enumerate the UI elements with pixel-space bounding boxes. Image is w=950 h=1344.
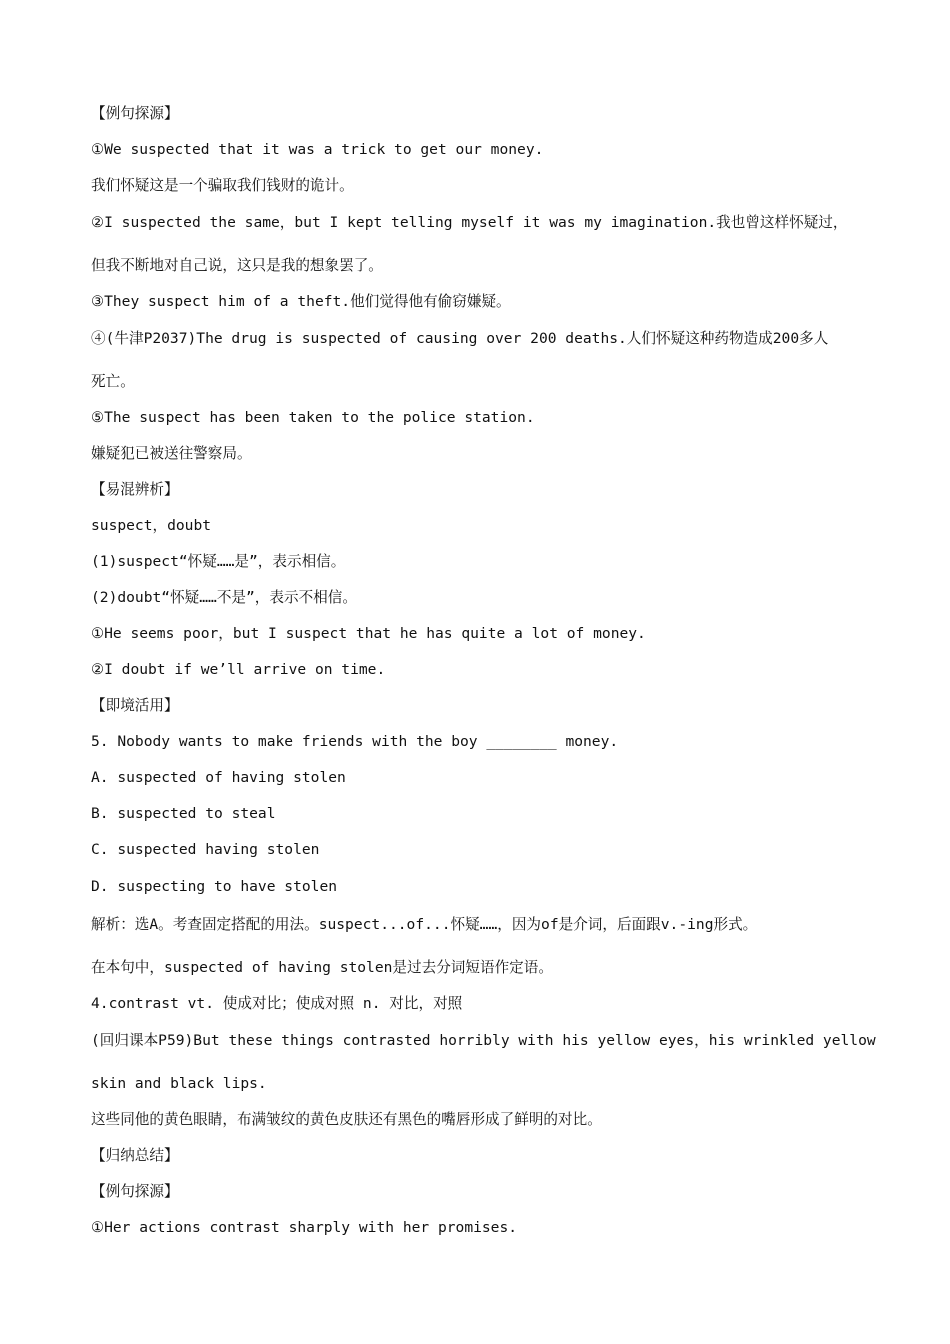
section-heading-summary: 【归纳总结】 (91, 1147, 179, 1164)
document-page (91, 96, 876, 1246)
answer-option-d: D. suspecting to have stolen (91, 878, 338, 895)
example-sentence-5: ⑤The suspect has been taken to the police station. (91, 409, 535, 426)
example-sentence-2-continued: 但我不断地对自己说，这只是我的想象罢了。 (91, 257, 383, 274)
section-heading-example-sources-2: 【例句探源】 (91, 1183, 179, 1200)
practice-question-5: 5. Nobody wants to make friends with the boy ________ money. (91, 733, 619, 750)
confusable-example-1: ①He seems poor，but I suspect that he has quite a lot of money. (91, 625, 646, 642)
vocab-entry-contrast: 4.contrast vt. 使成对比；使成对照 n. 对比，对照 (91, 995, 463, 1012)
answer-option-b: B. suspected to steal (91, 805, 276, 822)
explanation: 解析：选A。考查固定搭配的用法。suspect...of...怀疑……，因为of是介词，后面跟v.-ing形式。 (91, 916, 758, 933)
answer-option-a: A. suspected of having stolen (91, 769, 346, 786)
example-sentence-3: ③They suspect him of a theft.他们觉得他有偷窃嫌疑。 (91, 293, 511, 310)
example-sentence-4-continued: 死亡。 (91, 373, 135, 390)
textbook-sentence: (回归课本P59)But these things contrasted horribly with his yellow eyes，his wrinkled yellow (91, 1032, 876, 1049)
section-heading-confusable-analysis: 【易混辨析】 (91, 481, 179, 498)
confusable-example-2: ②I doubt if we’ll arrive on time. (91, 661, 386, 678)
example-translation-1: 我们怀疑这是一个骗取我们钱财的诡计。 (91, 177, 354, 194)
example-sentence-4: ④(牛津P2037)The drug is suspected of causing over 200 deaths.人们怀疑这种药物造成200多人 (91, 330, 829, 347)
textbook-translation: 这些同他的黄色眼睛，布满皱纹的黄色皮肤还有黑色的嘴唇形成了鲜明的对比。 (91, 1111, 602, 1128)
confusable-words: suspect，doubt (91, 517, 212, 534)
contrast-example-1: ①Her actions contrast sharply with her promises. (91, 1219, 518, 1236)
confusable-point-1: (1)suspect“怀疑……是”，表示相信。 (91, 553, 346, 570)
section-heading-practice: 【即境活用】 (91, 697, 179, 714)
textbook-sentence-continued: skin and black lips. (91, 1075, 267, 1092)
example-translation-5: 嫌疑犯已被送往警察局。 (91, 445, 252, 462)
example-sentence-2: ②I suspected the same，but I kept telling myself it was my imagination.我也曾这样怀疑过， (91, 214, 848, 231)
explanation-continued: 在本句中，suspected of having stolen是过去分词短语作定语。 (91, 959, 553, 976)
confusable-point-2: (2)doubt“怀疑……不是”，表示不相信。 (91, 589, 357, 606)
section-heading-example-sources: 【例句探源】 (91, 105, 179, 122)
example-sentence-1: ①We suspected that it was a trick to get our money. (91, 141, 544, 158)
answer-option-c: C. suspected having stolen (91, 841, 320, 858)
